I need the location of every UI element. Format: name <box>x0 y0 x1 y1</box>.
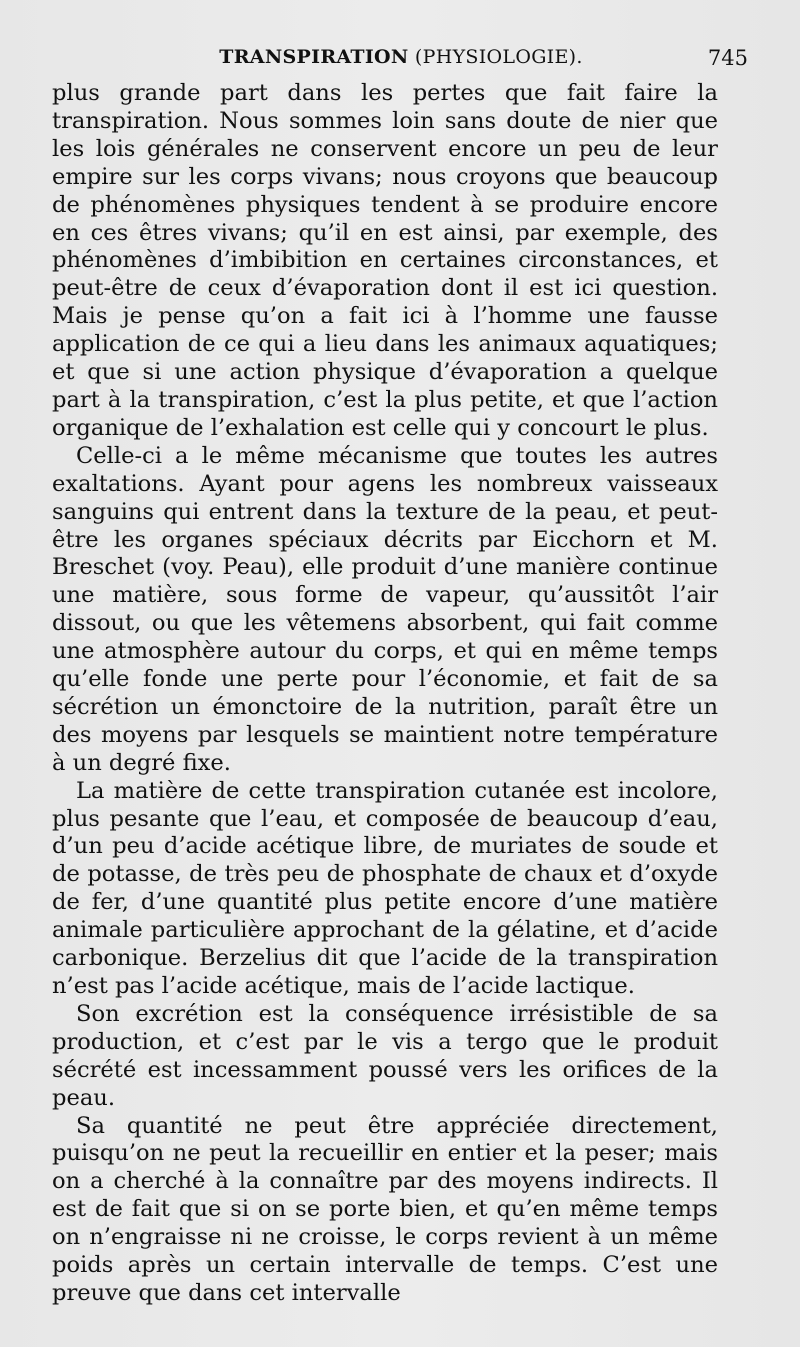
page-number: 745 <box>707 46 748 70</box>
body-text <box>52 80 718 1308</box>
paragraph: Celle-ci a le même mécanisme que toutes les autres exaltations. Ayant pour agens les nombreux vaisseaux sanguins qui entrent dans la texture de la peau, et peut-être les organes spéciaux décrits par Eicchorn et M. Breschet (voy. Peau), elle produit d’une manière continue une matière, sous forme de vapeur, qu’aussitôt l’air dissout, ou que les vêtemens absorbent, qui fait comme une atmosphère autour du corps, et qui en même temps qu’elle fonde une perte pour l’économie, et fait de sa sécrétion un émonctoire de la nutrition, paraît être un des moyens par lesquels se maintient notre température à un degré fixe. <box>52 442 718 776</box>
paragraph: plus grande part dans les pertes que fait faire la transpiration. Nous sommes loin sans doute de nier que les lois générales ne conservent encore un peu de leur empire sur les corps vivans; nous croyons que beaucoup de phénomènes physiques tendent à se produire encore en ces êtres vivans; qu’il en est ainsi, par exemple, des phénomènes d’imbibition en certaines circonstances, et peut-être de ceux d’évaporation dont il est ici question. Mais je pense qu’on a fait ici à l’homme une fausse application de ce qui a lieu dans les animaux aquatiques; et que si une action physique d’évaporation a quelque part à la transpiration, c’est la plus petite, et que l’action organique de l’exhalation est celle qui y concourt le plus. <box>52 80 718 441</box>
paragraph: Son excrétion est la conséquence irrésistible de sa production, et c’est par le vis a tergo que le produit sécrété est incessamment poussé vers les orifices de la peau. <box>52 1000 718 1111</box>
paragraph: Sa quantité ne peut être appréciée directement, puisqu’on ne peut la recueillir en entier et la peser; mais on a cherché à la connaître par des moyens indirects. Il est de fait que si on se porte bien, et qu’en même temps on n’engraisse ni ne croisse, le corps revient à un même poids après un certain intervalle de temps. C’est une preuve que dans cet intervalle <box>52 1112 718 1306</box>
running-title-sub: (PHYSIOLOGIE). <box>414 46 583 68</box>
running-title-main: TRANSPIRATION <box>219 46 409 68</box>
paragraph: La matière de cette transpiration cutanée est incolore, plus pesante que l’eau, et composée de beaucoup d’eau, d’un peu d’acide acétique libre, de muriates de soude et de potasse, de très peu de phosphate de chaux et d’oxyde de fer, d’une quantité plus petite encore d’une matière animale particulière approchant de la gélatine, et d’acide carbonique. Berzelius dit que l’acide de la transpiration n’est pas l’acide acétique, mais de l’acide lactique. <box>52 777 718 999</box>
running-title <box>54 46 748 68</box>
page-header <box>54 46 748 76</box>
